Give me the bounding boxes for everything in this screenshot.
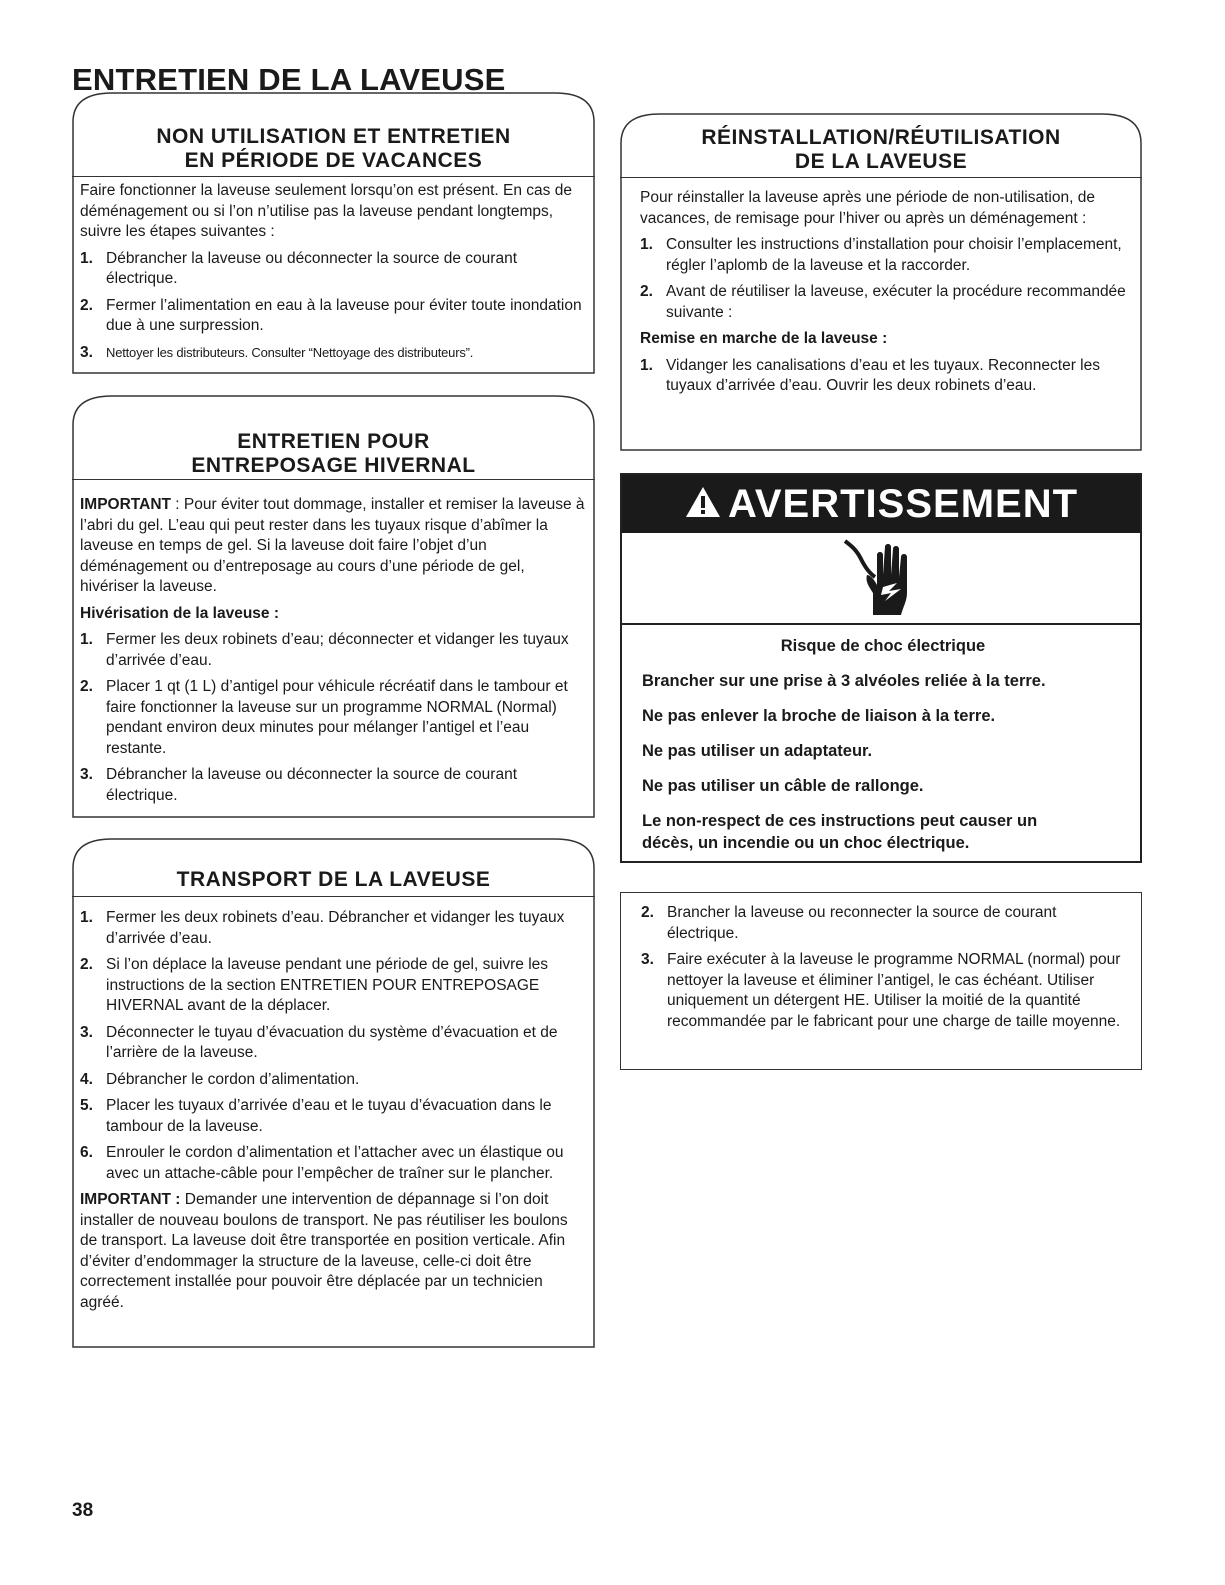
list-item: 3. Faire exécuter à la laveuse le programme NORMAL (normal) pour nettoyer la laveuse et éliminer l’antigel, le cas échéant. Utiliser uniquement un détergent HE. Utiliser la moitié de la quantité recommandée par le fabricant pour une charge de taille moyenne. (641, 951, 1121, 1030)
section-body (80, 908, 585, 1319)
list-item: 6. Enrouler le cordon d’alimentation et l’attacher avec un élastique ou avec un attache-câble pour l’empêcher de traîner sur le plancher. (80, 1144, 564, 1182)
warning-line: Brancher sur une prise à 3 alvéoles reliée à la terre. (642, 672, 1046, 690)
warning-line: Ne pas utiliser un adaptateur. (642, 742, 873, 760)
reinstall-continued-section (620, 892, 1142, 1070)
heading-rule (72, 896, 595, 897)
signal-word: AVERTISSEMENT (727, 482, 1079, 526)
section-body (640, 188, 1132, 403)
heading-rule (620, 177, 1142, 178)
steps-list (80, 908, 585, 1184)
heading-line-2: EN PÉRIODE DE VACANCES (184, 149, 483, 172)
heading-line-1: RÉINSTALLATION/RÉUTILISATION (701, 126, 1061, 149)
steps-list (641, 903, 1131, 1032)
heading-line-2: ENTREPOSAGE HIVERNAL (191, 454, 476, 477)
vacation-care-section (72, 92, 595, 374)
winter-storage-section (72, 395, 595, 818)
list-item: 2. Placer 1 qt (1 L) d’antigel pour véhicule récréatif dans le tambour et faire fonctionner la laveuse sur un programme NORMAL (Normal) pendant environ deux minutes pour mélanger l’antigel et l’eau restante. (80, 678, 568, 757)
warning-triangle-icon (684, 477, 722, 535)
list-item: 1. Fermer les deux robinets d’eau. Débrancher et vidanger les tuyaux d’arrivée d’eau. (80, 909, 565, 947)
list-item: 2. Avant de réutiliser la laveuse, exécuter la procédure recommandée suivante : (640, 283, 1126, 321)
warning-line: Ne pas enlever la broche de liaison à la terre. (642, 707, 996, 725)
list-item: 3. Nettoyer les distributeurs. Consulter “Nettoyage des distributeurs”. (80, 343, 474, 361)
intro-paragraph: Pour réinstaller la laveuse après une période de non-utilisation, de vacances, de remisage pour l’hiver ou après un déménagement : (640, 189, 1095, 227)
hazard-statement: Risque de choc électrique (780, 637, 986, 655)
electric-shock-hand-icon (622, 537, 1140, 619)
list-item: 1. Débrancher la laveuse ou déconnecter la source de courant électrique. (80, 249, 518, 287)
page-title: ENTRETIEN DE LA LAVEUSE (72, 62, 506, 97)
heading-line-1: ENTRETIEN POUR (237, 430, 430, 453)
intro-paragraph: Faire fonctionner la laveuse seulement lorsqu’on est présent. En cas de déménagement ou si l’on n’utilise pas la laveuse pendant longtemps, suivre les étapes suivantes : (80, 182, 572, 240)
steps-list (80, 630, 585, 806)
subheading: Remise en marche de la laveuse : (640, 330, 888, 347)
list-item: 2. Brancher la laveuse ou reconnecter la source de courant électrique. (641, 904, 1057, 942)
list-item: 3. Déconnecter le tuyau d’évacuation du système d’évacuation et de l’arrière de la laveuse. (80, 1023, 558, 1061)
transport-section (72, 838, 595, 1348)
warning-panel (620, 473, 1142, 863)
heading-rule (72, 479, 595, 480)
list-item: 2. Fermer l’alimentation en eau à la laveuse pour éviter toute inondation due à une surpression. (80, 296, 582, 334)
warning-divider (622, 623, 1140, 625)
warning-text (642, 635, 1124, 867)
warning-header (622, 475, 1140, 533)
steps-list (640, 235, 1132, 323)
list-item: 1. Fermer les deux robinets d’eau; déconnecter et vidanger les tuyaux d’arrivée d’eau. (80, 631, 569, 669)
heading-line-2: DE LA LAVEUSE (794, 150, 968, 173)
section-heading (72, 430, 595, 478)
section-heading (72, 125, 595, 173)
page-number: 38 (72, 1500, 94, 1521)
heading-line-1: TRANSPORT DE LA LAVEUSE (176, 868, 491, 891)
steps-list (80, 249, 585, 364)
important-note: IMPORTANT : Pour éviter tout dommage, installer et remiser la laveuse à l’abri du gel. L’eau qui peut rester dans les tuyaux risque d’abîmer la laveuse en temps de gel. Si la laveuse doit faire l’objet d’un déménagement ou d’entreposage au cours d’une période de gel, hivériser la laveuse. (80, 496, 585, 595)
sub-steps-list (640, 356, 1132, 397)
important-note: IMPORTANT : Demander une intervention de dépannage si l’on doit installer de nouveau boulons de transport. Ne pas réutiliser les boulons de transport. La laveuse doit être transportée en position verticale. Afin d’éviter d’endommager la structure de la laveuse, celle-ci doit être correctement installée pour pouvoir être déplacée par un technicien agréé. (80, 1191, 568, 1311)
warning-line: Le non-respect de ces instructions peut causer un décès, un incendie ou un choc électrique. (642, 812, 1038, 852)
reinstall-section (620, 113, 1142, 451)
list-item: 4. Débrancher le cordon d’alimentation. (80, 1070, 360, 1088)
warning-line: Ne pas utiliser un câble de rallonge. (642, 777, 924, 795)
list-item: 3. Débrancher la laveuse ou déconnecter la source de courant électrique. (80, 766, 518, 804)
section-body (80, 495, 585, 812)
section-body (80, 181, 585, 369)
heading-line-1: NON UTILISATION ET ENTRETIEN (156, 125, 511, 148)
section-heading (620, 126, 1142, 174)
list-item: 1. Consulter les instructions d’installation pour choisir l’emplacement, régler l’aplomb de la laveuse et la raccorder. (640, 236, 1122, 274)
list-item: 5. Placer les tuyaux d’arrivée d’eau et le tuyau d’évacuation dans le tambour de la laveuse. (80, 1097, 552, 1135)
heading-rule (72, 176, 595, 177)
section-heading (72, 868, 595, 892)
subheading: Hivérisation de la laveuse : (80, 604, 280, 622)
section-body (641, 903, 1131, 1038)
list-item: 1. Vidanger les canalisations d’eau et les tuyaux. Reconnecter les tuyaux d’arrivée d’eau. Ouvrir les deux robinets d’eau. (640, 356, 1100, 394)
list-item: 2. Si l’on déplace la laveuse pendant une période de gel, suivre les instructions de la section ENTRETIEN POUR ENTREPOSAGE HIVERNAL avant de la déplacer. (80, 956, 549, 1014)
